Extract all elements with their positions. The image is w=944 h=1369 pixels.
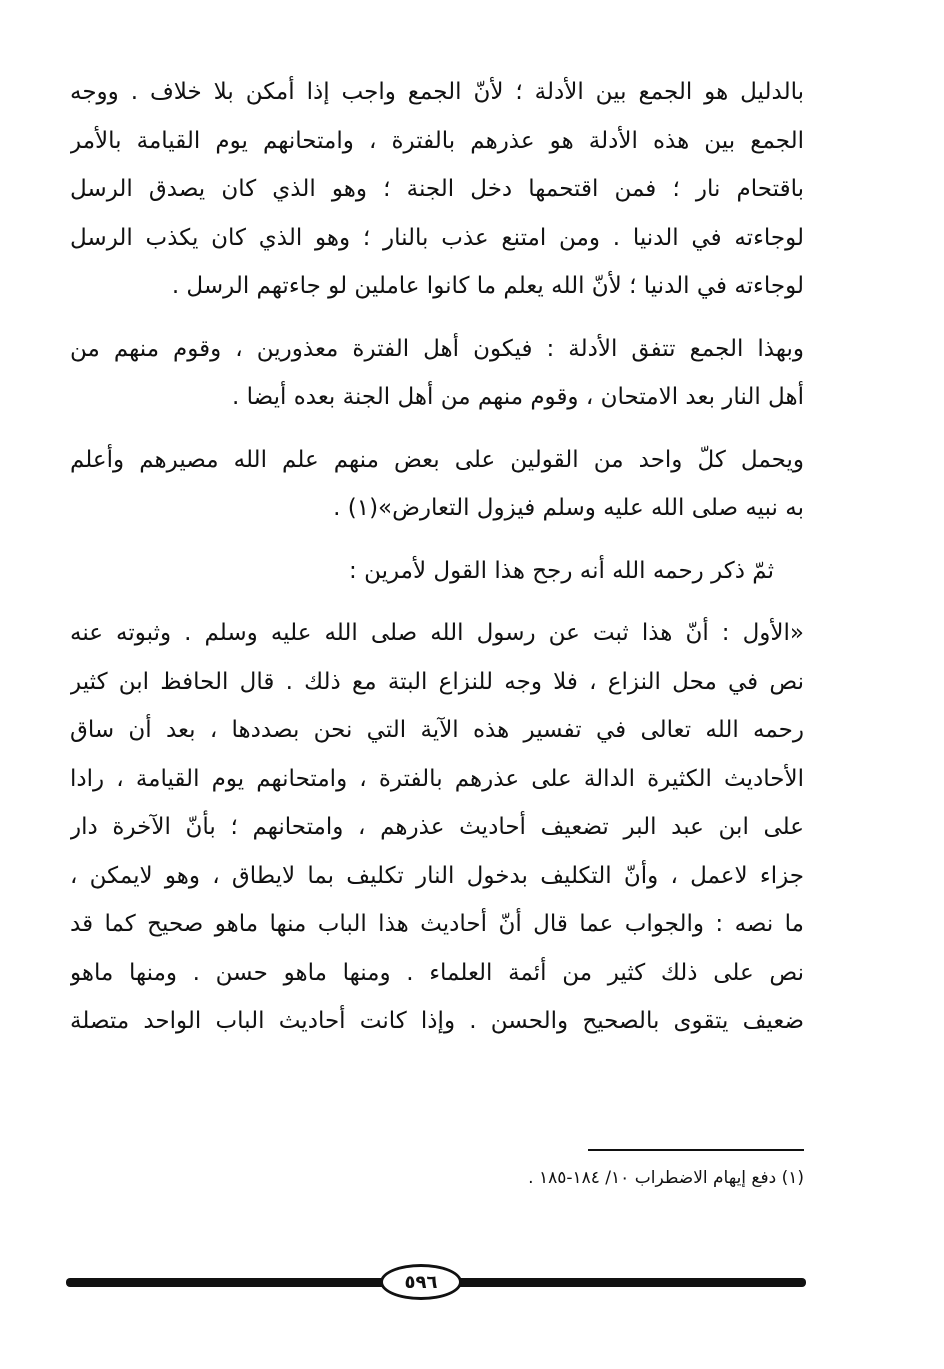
footer-rule-right (450, 1278, 806, 1287)
text-line: بالدليل هو الجمع بين الأدلة ؛ لأنّ الجمع واجب إذا أمكن بلا خلاف . ووجه (70, 79, 804, 105)
text-line: لوجاءته في الدنيا ؛ لأنّ الله يعلم ما كانوا عاملين لو جاءتهم الرسل . (171, 273, 804, 299)
text-line: نص على ذلك كثير من أئمة العلماء . ومنها ماهو حسن . ومنها ماهو (70, 959, 804, 986)
text-line: ثمّ ذكر رحمه الله أنه رجح هذا القول لأمرين : (349, 557, 774, 584)
paragraph (70, 436, 804, 533)
text-line: نص في محل النزاع ، فلا وجه للنزاع البتة مع ذلك . قال الحافظ ابن كثير (70, 668, 804, 695)
footer-rule-left (66, 1278, 392, 1287)
footnote: (١) دفع إيهام الاضطراب ١٠/ ١٨٤-١٨٥ . (528, 1168, 804, 1188)
text-line: الأحاديث الكثيرة الدالة على عذرهم بالفترة ، وامتحانهم يوم القيامة ، رادا (70, 765, 804, 792)
paragraph (70, 325, 804, 422)
paragraph (70, 609, 804, 1046)
text-line: ضعيف يتقوى بالصحيح والحسن . وإذا كانت أحاديث الباب الواحد متصلة (70, 1008, 804, 1034)
text-line: ما نصه : والجواب عما قال أنّ أحاديث هذا الباب منها ماهو صحيح كما قد (70, 911, 804, 937)
paragraph (70, 547, 804, 596)
page-number: ٥٩٦ (380, 1264, 462, 1300)
text-line: الجمع بين هذه الأدلة هو عذرهم بالفترة ، وامتحانهم يوم القيامة بالأمر (70, 127, 804, 154)
text-line: رحمه الله تعالى في تفسير هذه الآية التي نحن بصددها ، بعد أن ساق (70, 717, 804, 743)
paragraph (70, 68, 804, 311)
text-line: ويحمل كلّ واحد من القولين على بعض منهم علم الله مصيرهم وأعلم (70, 446, 804, 473)
text-line: جزاء لاعمل ، وأنّ التكليف بدخول النار تكليف بما لايطاق ، وهو لايمكن ، (70, 862, 804, 889)
body-text (70, 68, 804, 1046)
text-line: على ابن عبد البر تضعيف أحاديث عذرهم ، وامتحانهم ؛ بأنّ الآخرة دار (70, 814, 804, 840)
footnote-separator (588, 1149, 804, 1151)
text-line: به نبيه صلى الله عليه وسلم فيزول التعارض»(١) . (333, 495, 804, 521)
text-line: وبهذا الجمع تتفق الأدلة : فيكون أهل الفترة معذورين ، وقوم منهم من (70, 335, 804, 362)
text-line: لوجاءته في الدنيا . ومن امتنع عذب بالنار ؛ وهو الذي كان يكذب الرسل (70, 224, 804, 251)
text-line: باقتحام نار ؛ فمن اقتحمها دخل الجنة ؛ وهو الذي كان يصدق الرسل (70, 176, 804, 202)
text-line: «الأول : أنّ هذا ثبت عن رسول الله صلى الله عليه وسلم . وثبوته عنه (70, 620, 804, 646)
text-line: أهل النار بعد الامتحان ، وقوم منهم من أهل الجنة بعده أيضا . (232, 384, 804, 410)
